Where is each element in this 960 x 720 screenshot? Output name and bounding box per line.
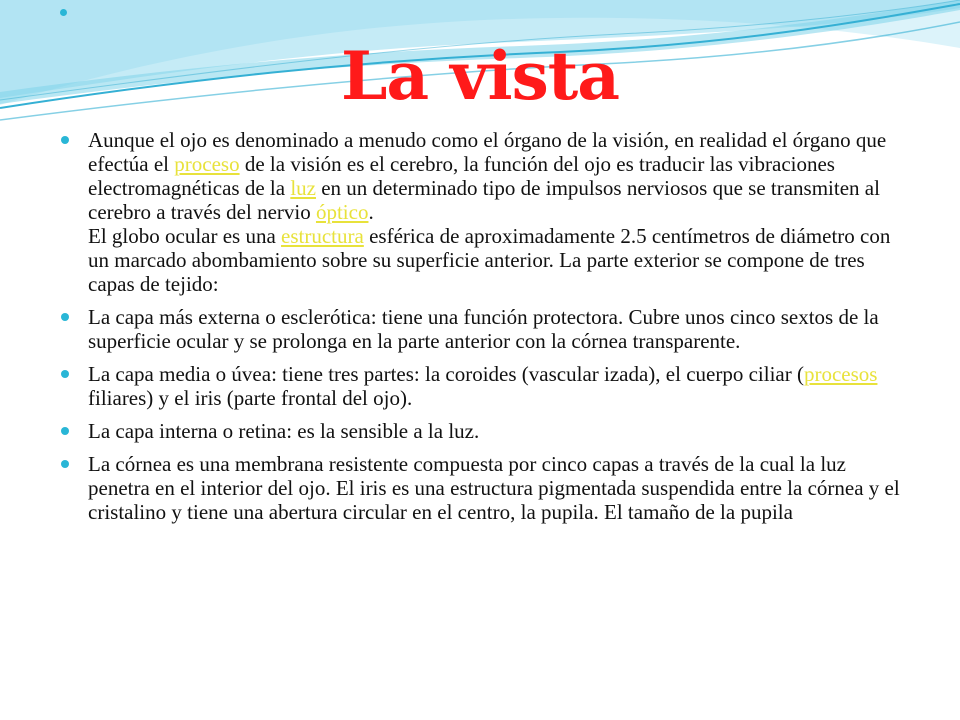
bullet-text: La capa más externa o esclerótica: tiene una función protectora. Cubre unos cinco sextos de la superficie ocular y se prolonga en la parte anterior con la córnea transparente. bbox=[88, 305, 879, 353]
bullet-text: filiares) y el iris (parte frontal del ojo). bbox=[88, 386, 413, 410]
bullet-dot-icon bbox=[61, 427, 69, 435]
bullet-list bbox=[58, 128, 908, 533]
bullet-item bbox=[58, 452, 908, 524]
bullet-text: La capa interna o retina: es la sensible a la luz. bbox=[88, 419, 480, 443]
bullet-dot-icon bbox=[61, 136, 69, 144]
hyperlink[interactable]: proceso bbox=[174, 152, 240, 176]
bullet-item bbox=[58, 419, 908, 443]
bullet-dot-icon bbox=[61, 370, 69, 378]
bullet-text: . bbox=[368, 200, 374, 224]
bullet-text: esférica de aproximadamente 2.5 centímetros de diámetro con un marcado abombamiento sobre su superficie anterior. La parte exterior se compone de tres capas de tejido: bbox=[88, 224, 891, 296]
bullet-text: La capa media o úvea: tiene tres partes: la coroides (vascular izada), el cuerpo ciliar ( bbox=[88, 362, 804, 386]
bullet-item bbox=[58, 128, 908, 296]
bullet-text: El globo ocular es una bbox=[88, 224, 282, 248]
empty-bullet-icon bbox=[60, 9, 67, 16]
bullet-dot-icon bbox=[61, 313, 69, 321]
bullet-item bbox=[58, 305, 908, 353]
slide-title: La vista bbox=[341, 37, 619, 115]
bullet-dot-icon bbox=[61, 460, 69, 468]
bullet-item bbox=[58, 362, 908, 410]
bullet-text: de la visión es el cerebro, la función del ojo es traducir las vibraciones electromagnéticas de la bbox=[88, 152, 835, 200]
hyperlink[interactable]: procesos bbox=[803, 362, 878, 386]
hyperlink[interactable]: estructura bbox=[281, 224, 364, 248]
bullet-text: Aunque el ojo es denominado a menudo como el órgano de la visión, en realidad el órgano que efectúa el bbox=[88, 128, 887, 176]
hyperlink[interactable]: óptico bbox=[315, 200, 369, 224]
hyperlink[interactable]: luz bbox=[290, 176, 316, 200]
bullet-text: La córnea es una membrana resistente compuesta por cinco capas a través de la cual la luz penetra en el interior del ojo. El iris es una estructura pigmentada suspendida entre la córnea y el cristalino y tiene una abertura circular en el centro, la pupila. El tamaño de la pupila bbox=[88, 452, 900, 524]
bullet-text: en un determinado tipo de impulsos nerviosos que se transmiten al cerebro a través del nervio bbox=[88, 176, 880, 224]
